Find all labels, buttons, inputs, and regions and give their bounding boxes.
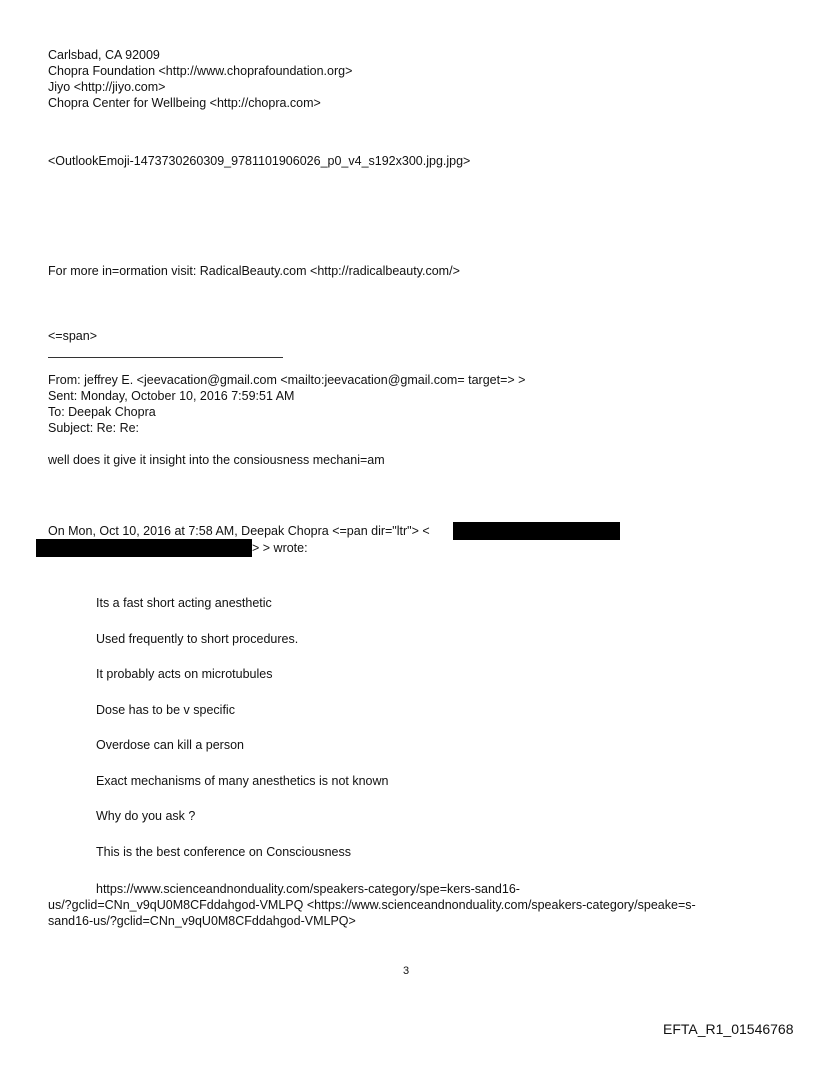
page-number: 3 xyxy=(403,965,410,977)
redaction-box xyxy=(36,539,252,557)
span-tag: <=span> xyxy=(48,329,98,343)
quoted-line: Used frequently to short procedures. xyxy=(96,632,299,646)
header-subject: Subject: Re: Re: xyxy=(48,421,140,435)
redaction-box xyxy=(453,522,620,540)
conference-url-line: https://www.scienceandnonduality.com/speakers-category/spe=kers-sand16- xyxy=(96,882,520,896)
conference-url-line: us/?gclid=CNn_v9qU0M8CFddahgod-VMLPQ <https://www.scienceandnonduality.com/speakers-category/speake=s- xyxy=(48,898,696,912)
quoted-line: Its a fast short acting anesthetic xyxy=(96,596,272,610)
quoted-line: Exact mechanisms of many anesthetics is not known xyxy=(96,774,389,788)
document-id: EFTA_R1_01546768 xyxy=(663,1021,794,1037)
quoted-line: Dose has to be v specific xyxy=(96,703,235,717)
signature-chopra-center: Chopra Center for Wellbeing <http://chopra.com> xyxy=(48,96,321,110)
signature-jiyo: Jiyo <http://jiyo.com> xyxy=(48,80,166,94)
separator-rule xyxy=(48,357,283,358)
reply-body: well does it give it insight into the consiousness mechani=am xyxy=(48,453,385,467)
signature-foundation: Chopra Foundation <http://www.choprafoundation.org> xyxy=(48,64,353,78)
quoted-line: This is the best conference on Consciousness xyxy=(96,845,351,859)
signature-address: Carlsbad, CA 92009 xyxy=(48,48,160,62)
quote-intro-line1: On Mon, Oct 10, 2016 at 7:58 AM, Deepak Chopra <=pan dir="ltr"> < xyxy=(48,524,430,538)
image-reference: <OutlookEmoji-1473730260309_9781101906026_p0_v4_s192x300.jpg.jpg> xyxy=(48,154,471,168)
quoted-line: It probably acts on microtubules xyxy=(96,667,273,681)
quoted-line: Overdose can kill a person xyxy=(96,738,244,752)
conference-url-line: sand16-us/?gclid=CNn_v9qU0M8CFddahgod-VMLPQ> xyxy=(48,914,356,928)
more-info-line: For more in=ormation visit: RadicalBeauty.com <http://radicalbeauty.com/> xyxy=(48,264,460,278)
header-from: From: jeffrey E. <jeevacation@gmail.com <mailto:jeevacation@gmail.com= target=> > xyxy=(48,373,526,387)
quote-intro-line2: > > wrote: xyxy=(252,541,308,555)
header-to: To: Deepak Chopra xyxy=(48,405,156,419)
header-sent: Sent: Monday, October 10, 2016 7:59:51 AM xyxy=(48,389,295,403)
quoted-line: Why do you ask ? xyxy=(96,809,196,823)
